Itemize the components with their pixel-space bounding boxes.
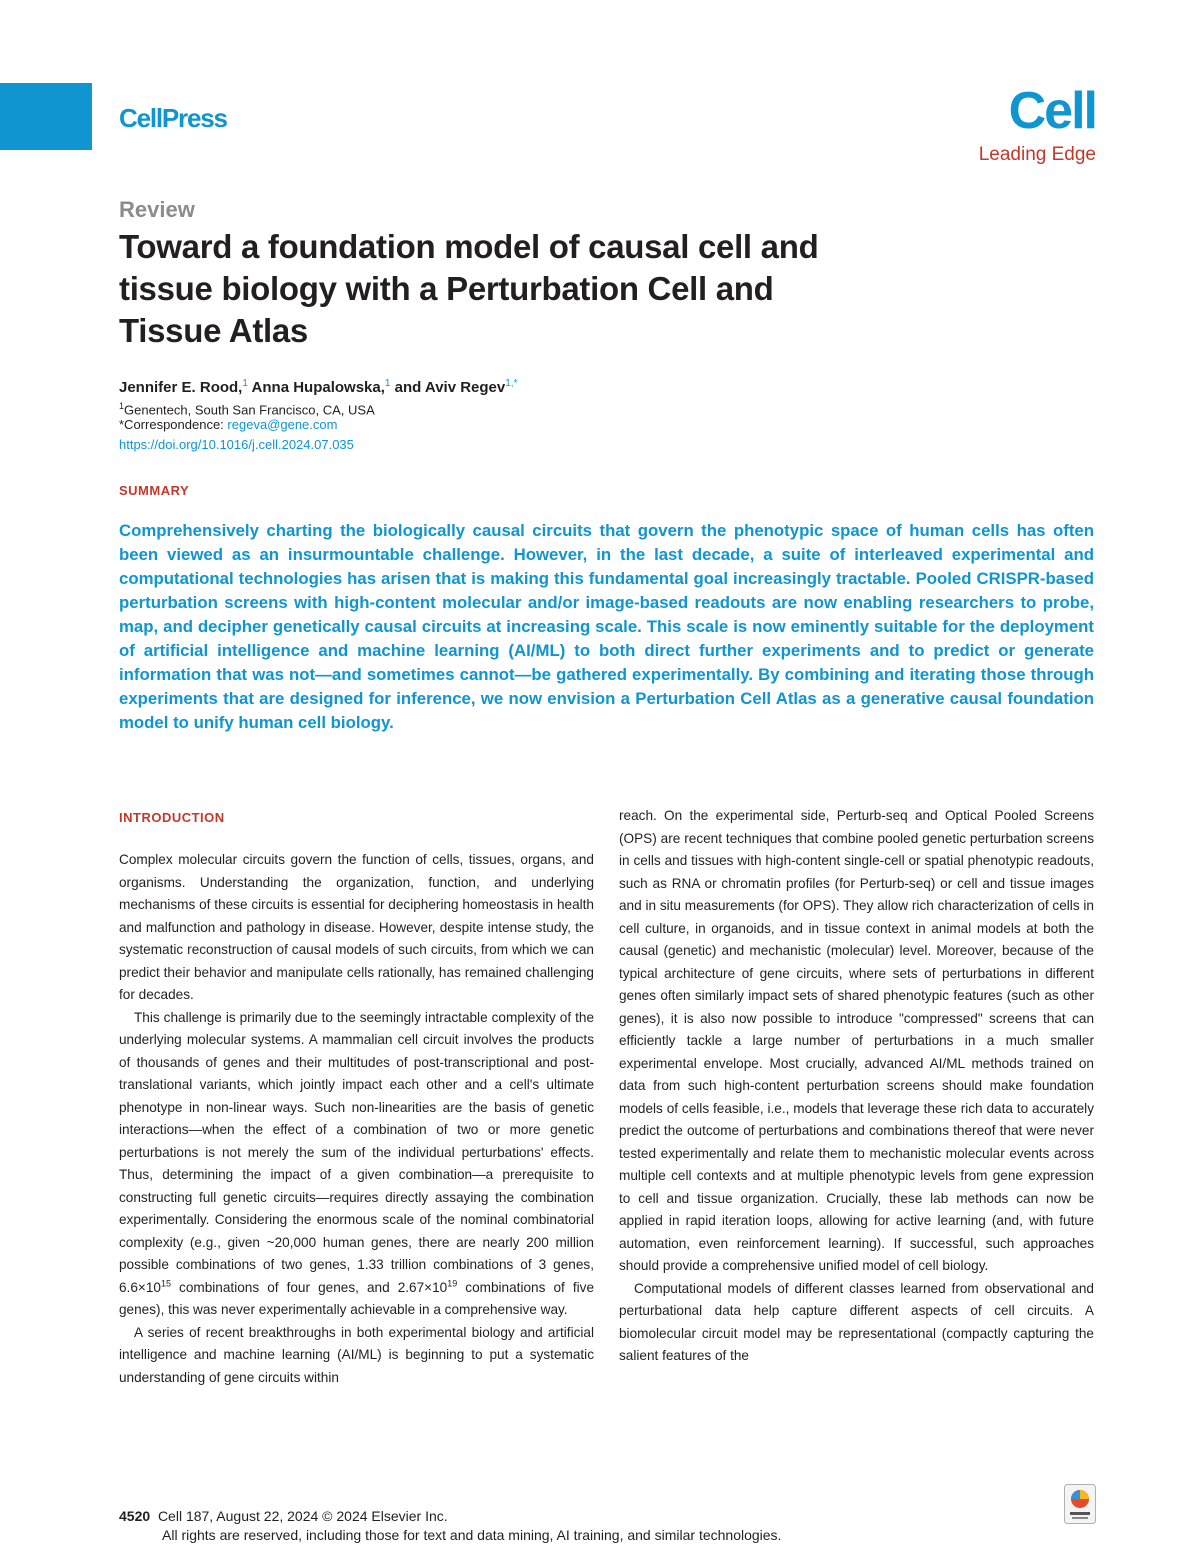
author-list	[119, 374, 517, 398]
correspondence-email-link[interactable]: regeva@gene.com	[227, 417, 338, 432]
cellpress-logo[interactable]: CellPress	[119, 103, 227, 133]
correspondence: *Correspondence: regeva@gene.com	[119, 417, 338, 432]
introduction-heading: INTRODUCTION	[119, 810, 225, 825]
check-for-updates-icon[interactable]	[1064, 1484, 1096, 1524]
header-color-tab	[0, 83, 92, 150]
intro-paragraph-2: This challenge is primarily due to the seemingly intractable complexity of the underlying molecular systems. A mammalian cell circuit involves the products of thousands of genes and their multitudes of post-transcriptional and post-translational variants, which jointly impact each other and a cell's ultimate phenotype in non-linear ways. Such non-linearities are the basis of genetic interactions—when the effect of a combination of two or more genetic perturbations is not merely the sum of the individual perturbations' effects. Thus, determining the impact of a given combination—a prerequisite to constructing full genetic circuits—requires directly assaying the combination experimentally. Considering the enormous scale of the nominal combinatorial complexity (e.g., given ~20,000 human genes, there are nearly 200 million possible combinations of two genes, 1.33 trillion combinations of 3 genes, $6.6\times 10^{15}$ combinations of four genes, and $2.67\times 10^{19}$ combinations of five genes), this was never experimentally achievable in a comprehensive way.	[119, 1009, 595, 1317]
doi	[119, 436, 354, 454]
summary-heading: SUMMARY	[119, 483, 190, 498]
cell-journal-logo[interactable]: Cell	[1008, 82, 1096, 140]
author-affiliation-mark: 1	[242, 378, 248, 389]
footer-citation: 4520 Cell 187, August 22, 2024 © 2024 Elsevier Inc.	[119, 1508, 448, 1524]
article-type: Review	[119, 197, 195, 222]
author-name[interactable]: and Aviv Regev	[394, 379, 506, 396]
author-affiliation-mark: 1,*	[505, 378, 518, 389]
body-column-right	[619, 805, 1094, 1368]
section-label: Leading Edge	[978, 144, 1096, 165]
body-column-left	[119, 805, 594, 1389]
intro-paragraph-3-continued: reach. On the experimental side, Perturb-seq and Optical Pooled Screens (OPS) are recent techniques that combine pooled genetic perturbation screens in cells and tissues with high-content single-cell or spatial phenotypic readouts, such as RNA or chromatin profiles (for Perturb-seq) or cell and tissue images and in situ measurements (for OPS). They allow rich characterization of cells in cell culture, in organoids, and in tissue context in animal models at both the causal (genetic) and mechanistic (molecular) level. Moreover, because of the typical architecture of gene circuits, where sets of perturbations in different genes often similarly impact sets of shared phenotypic features (such as other genes), it is also now possible to introduce "compressed" screens that can efficiently tackle a large number of perturbations in a much smaller experimental envelope. Most crucially, advanced AI/ML methods trained on data from such high-content perturbation screens should make foundation models of cells feasible, i.e., models that leverage these rich data to accurately predict the outcome of perturbations and combinations thereof that were never tested experimentally and relate them to mechanistic molecular events across multiple cell contexts and at multiple phenotypic levels from gene expression to cell and tissue organization. Crucially, these lab methods can now be applied in rapid iteration loops, allowing for active learning (and, with future automation, even reinforcement learning). If successful, such approaches should provide a comprehensive unified model of cell biology.	[619, 808, 1094, 1273]
affiliation: $^1$Genentech, South San Francisco, CA, USA	[119, 401, 375, 418]
author-affiliation-mark: 1	[384, 378, 391, 389]
footer-rights: All rights are reserved, including those for text and data mining, AI training, and similar technologies.	[162, 1527, 782, 1543]
page-number: 4520	[119, 1508, 151, 1524]
article-title: Toward a foundation model of causal cell and tissue biology with a Perturbation Cell and Tissue Atlas	[119, 228, 819, 349]
doi-link[interactable]: https://doi.org/10.1016/j.cell.2024.07.035	[119, 437, 354, 452]
intro-paragraph-3: A series of recent breakthroughs in both experimental biology and artificial intelligence and machine learning (AI/ML) is beginning to put a systematic understanding of gene circuits within	[119, 1324, 594, 1385]
intro-paragraph-1: Complex molecular circuits govern the function of cells, tissues, organs, and organisms. Understanding the organization, function, and underlying mechanisms of these circuits is essential for deciphering homeostasis in health and malfunction and pathology in disease. However, despite intense study, the systematic reconstruction of causal models of such circuits, from which we can predict their behavior and manipulate cells rationally, has remained challenging for decades.	[119, 852, 594, 1002]
author-name[interactable]: Jennifer E. Rood,	[119, 379, 243, 396]
summary-text: Comprehensively charting the biologically causal circuits that govern the phenotypic space of human cells has often been viewed as an insurmountable challenge. However, in the last decade, a suite of interleaved experimental and computational technologies has arisen that is making this fundamental goal increasingly tractable. Pooled CRISPR-based perturbation screens with high-content molecular and/or image-based readouts are now enabling researchers to probe, map, and decipher genetically causal circuits at increasing scale. This scale is now eminently suitable for the deployment of artificial intelligence and machine learning (AI/ML) to both direct further experiments and to predict or generate information that was not—and sometimes cannot—be gathered experimentally. By combining and iterating those through experiments that are designed for inference, we now envision a Perturbation Cell Atlas as a generative causal foundation model to unify human cell biology.	[119, 521, 1094, 732]
author-name[interactable]: Anna Hupalowska,	[251, 379, 385, 396]
intro-paragraph-4: Computational models of different classes learned from observational and perturbational data help capture different aspects of cell circuits. A biomolecular circuit model may be representational (compactly capturing the salient features of the	[619, 1280, 1094, 1363]
